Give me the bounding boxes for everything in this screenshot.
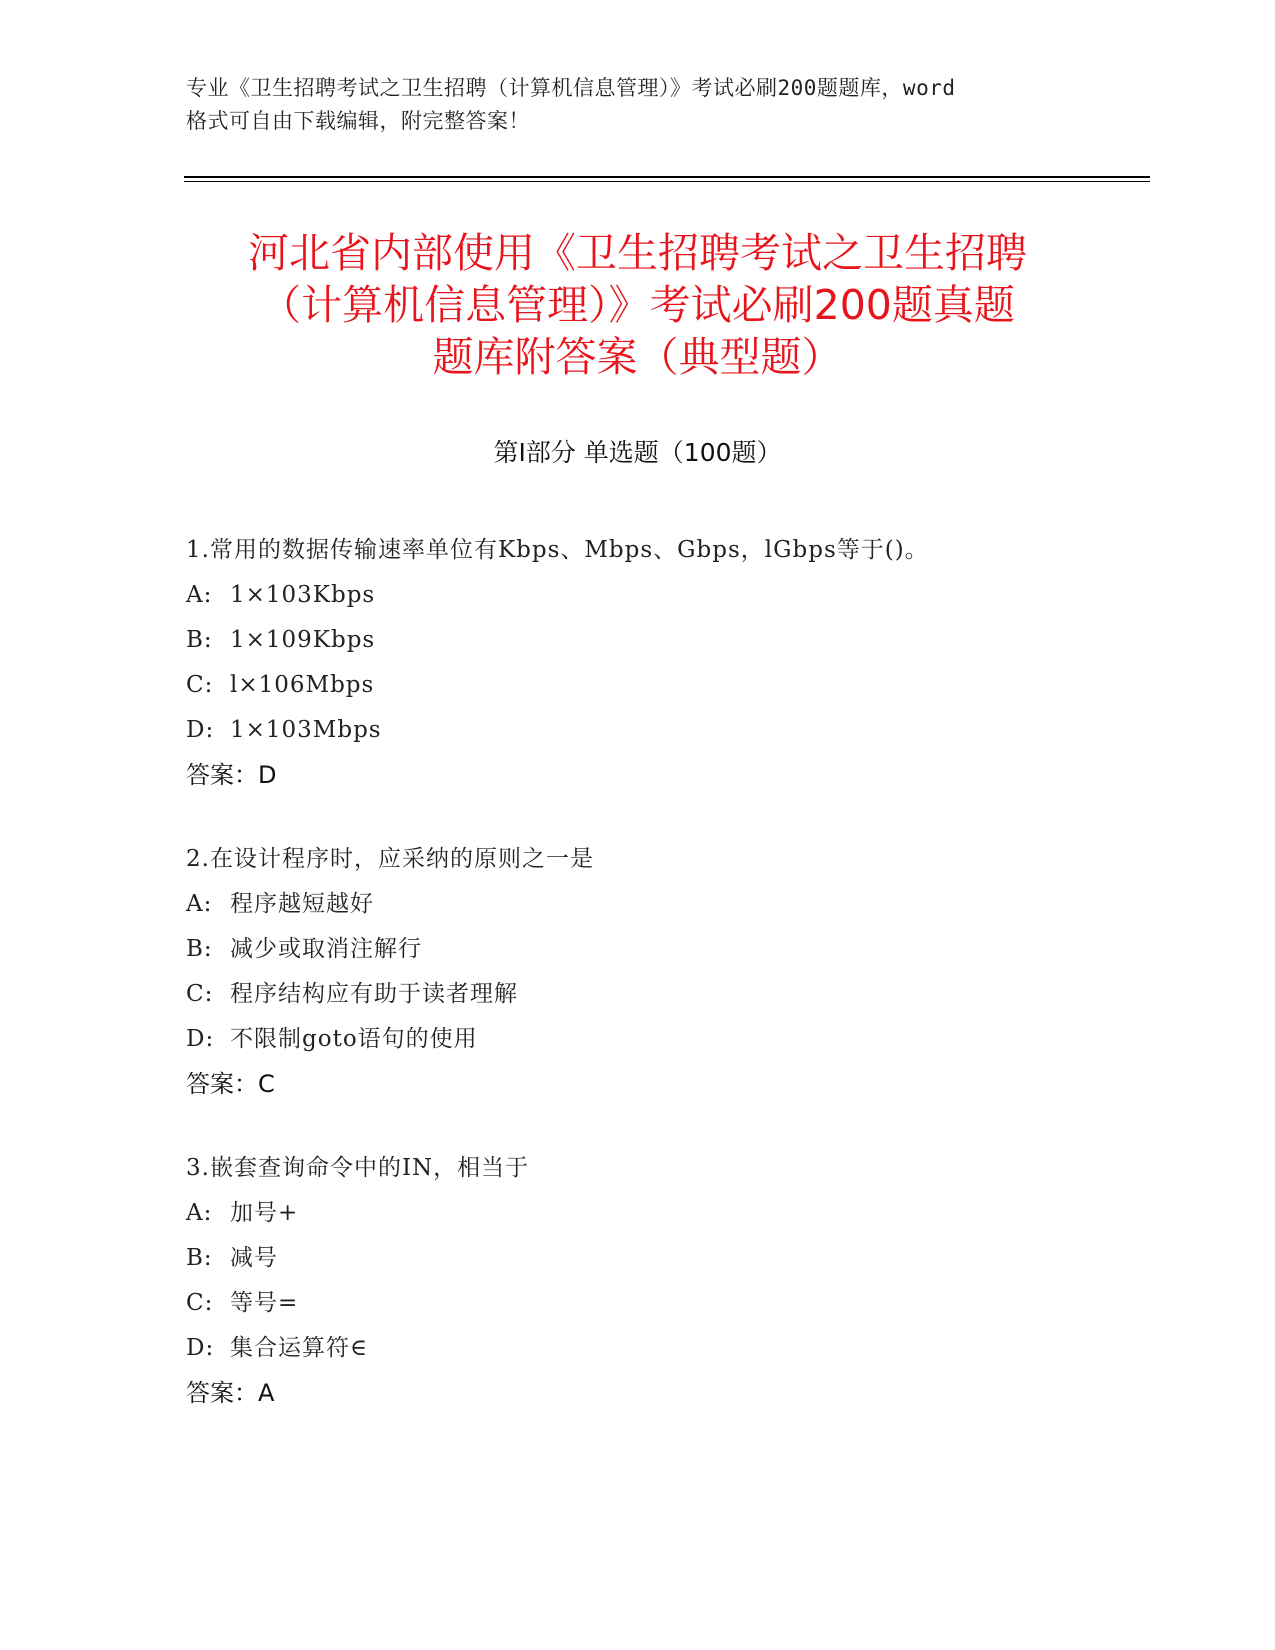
title-line-2: （计算机信息管理）》考试必刷200题真题 (260, 281, 1015, 329)
option-text: 程序越短越好 (230, 891, 374, 917)
option-c (186, 1281, 1146, 1326)
header-note (186, 72, 1086, 138)
option-a (186, 573, 1146, 618)
option-a (186, 1191, 1146, 1236)
option-text: 减少或取消注解行 (230, 936, 422, 962)
option-text: 等号= (230, 1290, 299, 1316)
question-3 (186, 1146, 1146, 1416)
option-text: 减号 (230, 1245, 278, 1271)
option-d (186, 708, 1146, 753)
header-rule-thin (184, 181, 1150, 182)
option-key: B: (186, 936, 213, 962)
option-c (186, 663, 1146, 708)
option-key: C: (186, 1290, 214, 1316)
answer: 答案：A (186, 1379, 275, 1407)
option-b (186, 927, 1146, 972)
option-d (186, 1017, 1146, 1062)
option-key: B: (186, 627, 213, 653)
option-key: C: (186, 981, 214, 1007)
answer: 答案：D (186, 761, 277, 789)
option-text: 加号+ (230, 1200, 299, 1226)
option-d (186, 1326, 1146, 1371)
question-stem: 2.在设计程序时，应采纳的原则之一是 (186, 846, 594, 872)
question-stem: 1.常用的数据传输速率单位有Kbps、Mbps、Gbps，lGbps等于()。 (186, 537, 929, 563)
option-c (186, 972, 1146, 1017)
option-key: D: (186, 1335, 215, 1361)
header-rule-thick (184, 176, 1150, 178)
header-note-line-1: 专业《卫生招聘考试之卫生招聘（计算机信息管理）》考试必刷200题题库，word (186, 76, 956, 100)
document-title (150, 227, 1125, 383)
option-key: A: (186, 1200, 213, 1226)
title-line-1: 河北省内部使用《卫生招聘考试之卫生招聘 (248, 229, 1027, 277)
option-text: 1×109Kbps (230, 627, 376, 653)
option-key: A: (186, 582, 213, 608)
option-a (186, 882, 1146, 927)
option-b (186, 618, 1146, 663)
question-stem: 3.嵌套查询命令中的IN，相当于 (186, 1155, 530, 1181)
option-key: D: (186, 1026, 215, 1052)
option-text: 不限制goto语句的使用 (230, 1026, 478, 1052)
option-key: D: (186, 717, 215, 743)
option-key: C: (186, 672, 214, 698)
option-text: l×106Mbps (230, 672, 375, 698)
header-note-line-2: 格式可自由下载编辑，附完整答案！ (186, 109, 530, 133)
option-b (186, 1236, 1146, 1281)
option-key: A: (186, 891, 213, 917)
question-2 (186, 837, 1146, 1107)
question-1 (186, 528, 1146, 798)
option-text: 1×103Mbps (230, 717, 382, 743)
question-list (186, 528, 1146, 1455)
answer: 答案：C (186, 1070, 275, 1098)
section-heading: 第Ⅰ部分 单选题（100题） (493, 438, 782, 467)
option-text: 程序结构应有助于读者理解 (230, 981, 518, 1007)
option-text: 1×103Kbps (230, 582, 376, 608)
title-line-3: 题库附答案（典型题） (432, 333, 843, 381)
option-key: B: (186, 1245, 213, 1271)
option-text: 集合运算符∈ (230, 1335, 369, 1361)
